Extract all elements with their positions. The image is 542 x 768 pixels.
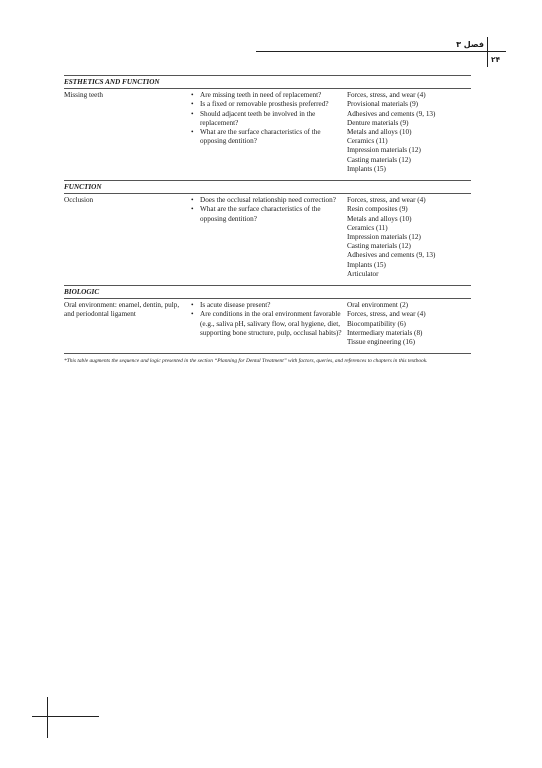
chapters-cell xyxy=(347,301,471,347)
chapter-label: فصل ۳ xyxy=(456,40,484,49)
chapters-cell xyxy=(347,91,471,174)
header-rule xyxy=(256,51,506,52)
treatment-planning-table xyxy=(64,75,471,354)
chapter-reference: Forces, stress, and wear (4) xyxy=(347,196,426,205)
query-item: • What are the surface characteristics of the opposing dentition? xyxy=(189,128,347,146)
chapter-reference: Forces, stress, and wear (4) xyxy=(347,91,426,100)
chapter-reference: Metals and alloys (10) xyxy=(347,214,412,223)
chapter-reference: Metals and alloys (10) xyxy=(347,128,412,137)
query-list xyxy=(189,196,347,224)
chapter-reference: Resin composites (9) xyxy=(347,205,408,214)
table-footnote: *This table augments the sequence and logic presented in the section “Planning for Dental Treatment” with factors, queries, and references to chapters in this textbook. xyxy=(64,358,428,364)
header-vertical-rule xyxy=(487,37,488,67)
queries-cell xyxy=(189,91,347,174)
page-number: ۲۴ xyxy=(491,55,501,64)
chapter-reference: Implants (15) xyxy=(347,260,386,269)
chapter-reference: Casting materials (12) xyxy=(347,242,411,251)
query-list xyxy=(189,91,347,146)
chapter-reference: Adhesives and cements (9, 13) xyxy=(347,251,436,260)
query-list xyxy=(189,301,347,338)
chapter-reference: Provisional materials (9) xyxy=(347,100,419,109)
chapter-reference: Casting materials (12) xyxy=(347,155,411,164)
chapter-reference: Denture materials (9) xyxy=(347,118,409,127)
chapter-reference: Biocompatibility (6) xyxy=(347,319,406,328)
query-item: • Is a fixed or removable prosthesis preferred? xyxy=(189,100,347,109)
section-title: FUNCTION xyxy=(64,183,102,192)
query-item: • Does the occlusal relationship need correction? xyxy=(189,196,347,205)
chapter-reference: Forces, stress, and wear (4) xyxy=(347,310,426,319)
queries-cell xyxy=(189,301,347,347)
chapter-reference: Tissue engineering (16) xyxy=(347,338,416,347)
chapter-reference: Articulator xyxy=(347,269,379,278)
query-item: • Are conditions in the oral environment favorable (e.g., saliva pH, salivary flow, oral hygiene, diet, supporting bone structure, pulp, occlusal habits)? xyxy=(189,310,347,338)
table-row xyxy=(64,194,471,285)
chapters-cell xyxy=(347,196,471,279)
condition-cell: Oral environment: enamel, dentin, pulp, and periodontal ligament xyxy=(64,301,180,319)
query-item: • Should adjacent teeth be involved in the replacement? xyxy=(189,110,347,128)
chapter-reference: Adhesives and cements (9, 13) xyxy=(347,109,436,118)
chapter-reference: Impression materials (12) xyxy=(347,146,421,155)
table-row xyxy=(64,89,471,180)
chapter-reference: Oral environment (2) xyxy=(347,301,409,310)
chapter-reference: Ceramics (11) xyxy=(347,223,388,232)
section-title: BIOLOGIC xyxy=(64,288,100,297)
table-row xyxy=(64,299,471,353)
table-bottom-rule xyxy=(64,353,471,354)
chapter-reference: Intermediary materials (8) xyxy=(347,328,423,337)
chapter-reference: Implants (15) xyxy=(347,164,386,173)
section-title: ESTHETICS AND FUNCTION xyxy=(64,78,160,86)
query-item: • Are missing teeth in need of replacement? xyxy=(189,91,347,100)
query-item: • Is acute disease present? xyxy=(189,301,347,310)
query-item: • What are the surface characteristics of the opposing dentition? xyxy=(189,205,347,223)
chapter-reference: Ceramics (11) xyxy=(347,137,388,146)
condition-cell: Missing teeth xyxy=(64,91,103,100)
queries-cell xyxy=(189,196,347,279)
crop-mark-vertical xyxy=(47,697,48,738)
crop-mark-horizontal xyxy=(32,716,99,717)
chapter-reference: Impression materials (12) xyxy=(347,233,421,242)
condition-cell: Occlusion xyxy=(64,196,94,205)
